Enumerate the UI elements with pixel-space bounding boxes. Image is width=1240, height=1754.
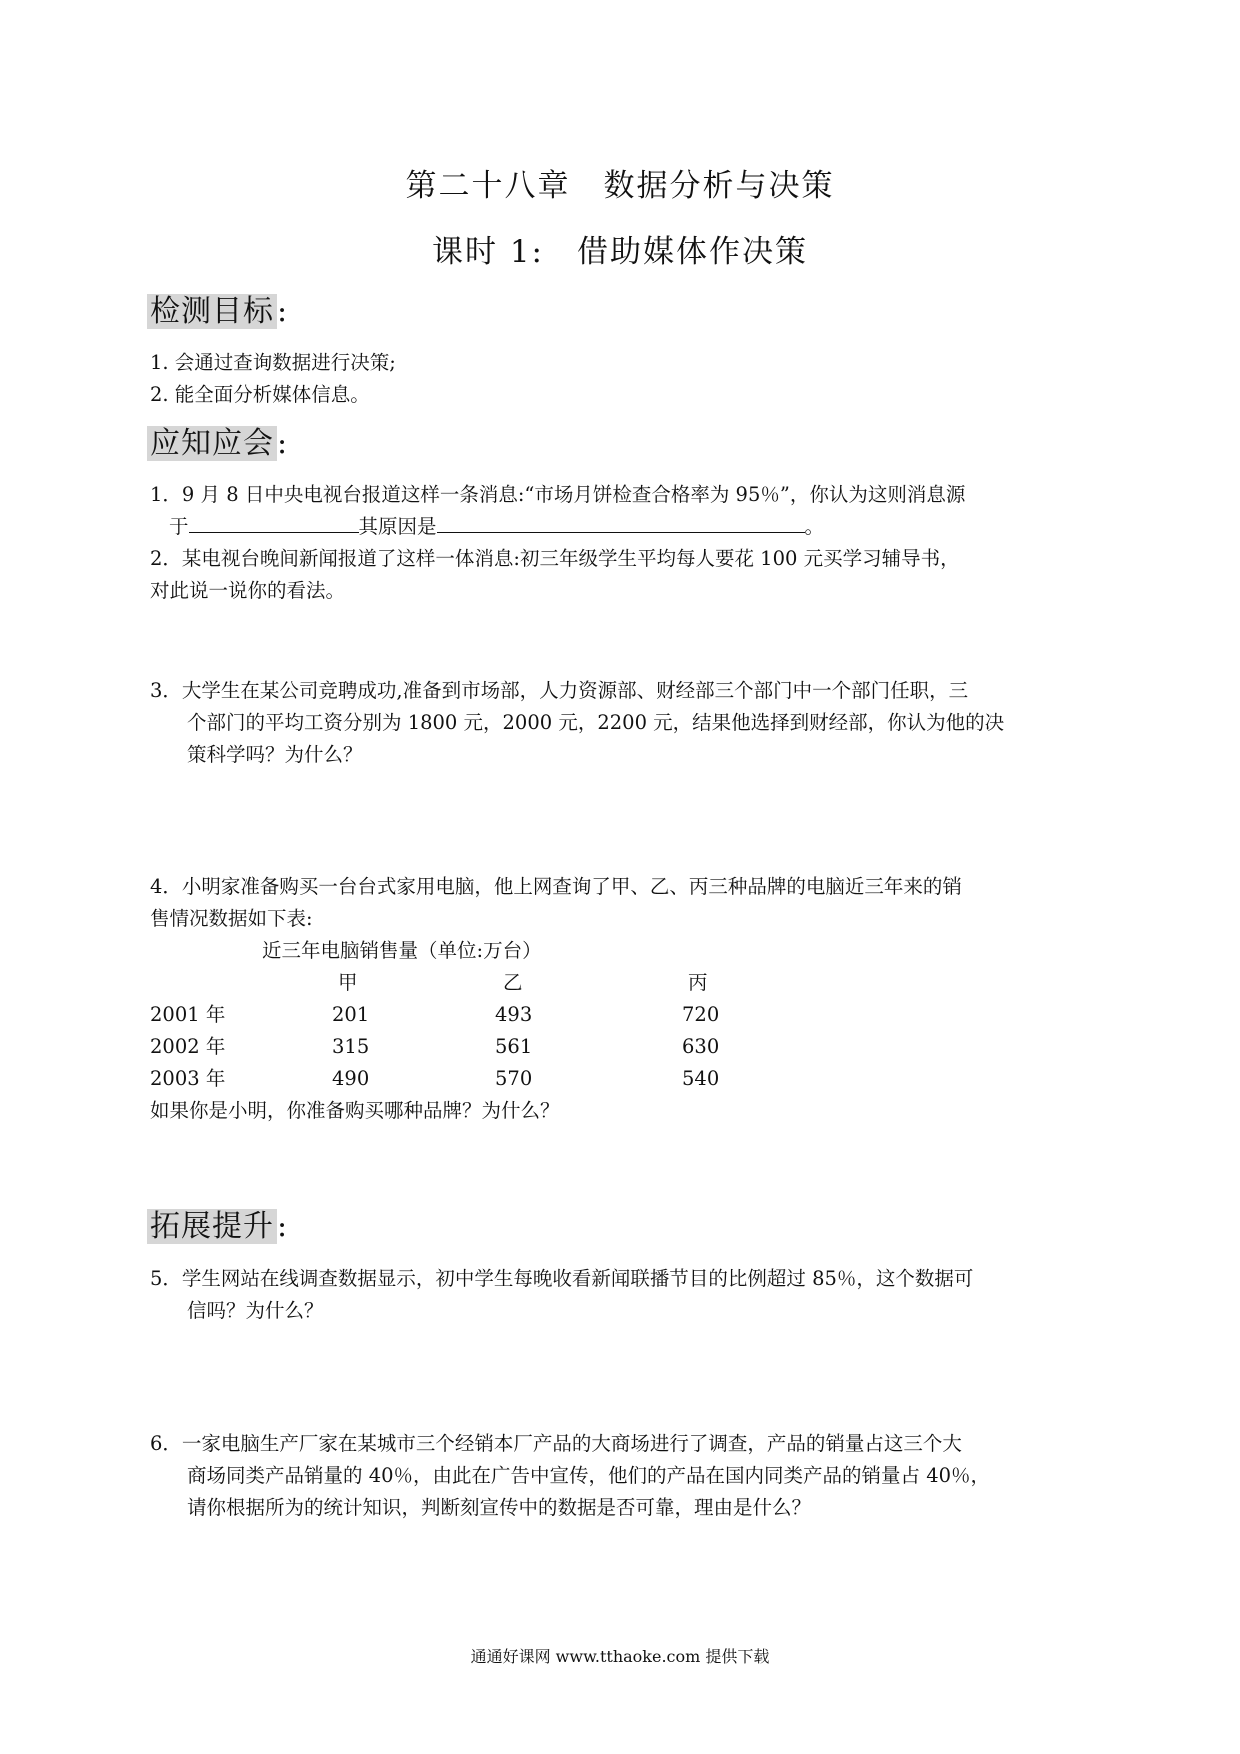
goals-heading-label: 检测目标 bbox=[147, 294, 277, 329]
answer-blank-source[interactable] bbox=[189, 512, 359, 533]
answer-blank-reason[interactable] bbox=[437, 512, 805, 533]
question-3-line-2: 个部门的平均工资分别为 1800 元，2000 元，2200 元，结果他选择到财经部，你认为他的决 bbox=[187, 711, 1005, 734]
question-6-line-3: 请你根据所为的统计知识，判断刻宣传中的数据是否可靠，理由是什么？ bbox=[187, 1496, 812, 1519]
table-cell: 201 bbox=[332, 1003, 370, 1026]
question-4-line-1: 4．小明家准备购买一台台式家用电脑，他上网查询了甲、乙、丙三种品牌的电脑近三年来的销 bbox=[150, 875, 962, 898]
table-cell: 490 bbox=[332, 1067, 370, 1090]
table-cell: 720 bbox=[682, 1003, 720, 1026]
question-3-line-3: 策科学吗？为什么？ bbox=[187, 743, 363, 766]
question-5-line-2: 信吗？为什么？ bbox=[187, 1299, 324, 1322]
table-cell-year: 2001 年 bbox=[150, 1003, 226, 1026]
table-header-row bbox=[0, 967, 1240, 999]
lesson-title: 课时 1: 借助媒体作决策 bbox=[431, 234, 809, 270]
table-column-header: 丙 bbox=[688, 971, 708, 994]
table-column-header: 乙 bbox=[503, 971, 523, 994]
question-1-text-b: 其原因是 bbox=[358, 515, 437, 538]
question-3-line-1: 3．大学生在某公司竞聘成功,准备到市场部，人力资源部、财经部三个部门中一个部门任职，三 bbox=[150, 679, 969, 702]
basics-heading-colon: : bbox=[277, 426, 289, 461]
question-1-line-1: 1．9 月 8 日中央电视台报道这样一条消息:“市场月饼检查合格率为 95％”，你认为这则消息源 bbox=[150, 483, 966, 506]
goals-heading-colon: : bbox=[277, 294, 289, 329]
goal-item: 1. 会通过查询数据进行决策; bbox=[150, 351, 396, 374]
table-column-header: 甲 bbox=[338, 971, 358, 994]
table-cell: 493 bbox=[495, 1003, 533, 1026]
chapter-title: 第二十八章 数据分析与决策 bbox=[405, 168, 835, 204]
table-row bbox=[0, 1063, 1240, 1095]
table-cell: 630 bbox=[682, 1035, 720, 1058]
basics-heading-label: 应知应会 bbox=[147, 426, 277, 461]
goal-item: 2. 能全面分析媒体信息。 bbox=[150, 383, 370, 406]
question-6-line-2: 商场同类产品销量的 40％，由此在广告中宣传，他们的产品在国内同类产品的销量占 40％， bbox=[187, 1464, 991, 1487]
question-1-line-2 bbox=[169, 511, 824, 543]
extension-heading-colon: : bbox=[277, 1209, 289, 1244]
table-row bbox=[0, 999, 1240, 1031]
footer-credit: 通通好课网 www.tthaoke.com 提供下载 bbox=[470, 1647, 770, 1666]
table-cell: 540 bbox=[682, 1067, 720, 1090]
table-caption: 近三年电脑销售量（单位:万台） bbox=[262, 939, 542, 962]
question-5-line-1: 5．学生网站在线调查数据显示，初中学生每晚收看新闻联播节目的比例超过 85％，这个数据可 bbox=[150, 1267, 974, 1290]
question-2-line-1: 2．某电视台晚间新闻报道了这样一体消息:初三年级学生平均每人要花 100 元买学习辅导书， bbox=[150, 547, 960, 570]
question-4-line-2: 售情况数据如下表: bbox=[150, 907, 313, 930]
question-2-line-2: 对此说一说你的看法。 bbox=[150, 579, 346, 602]
basics-heading bbox=[147, 424, 288, 464]
question-4-followup: 如果你是小明，你准备购买哪种品牌？为什么？ bbox=[150, 1099, 560, 1122]
table-row bbox=[0, 1031, 1240, 1063]
question-1-text-c: 。 bbox=[804, 515, 825, 538]
question-1-text-a: 于 bbox=[169, 515, 189, 538]
table-cell: 561 bbox=[495, 1035, 533, 1058]
table-cell: 315 bbox=[332, 1035, 370, 1058]
table-cell-year: 2003 年 bbox=[150, 1067, 226, 1090]
table-cell-year: 2002 年 bbox=[150, 1035, 226, 1058]
extension-heading-label: 拓展提升 bbox=[147, 1209, 277, 1244]
goals-heading bbox=[147, 292, 288, 332]
extension-heading bbox=[147, 1207, 288, 1247]
table-cell: 570 bbox=[495, 1067, 533, 1090]
question-6-line-1: 6．一家电脑生产厂家在某城市三个经销本厂产品的大商场进行了调查，产品的销量占这三个大 bbox=[150, 1432, 962, 1455]
